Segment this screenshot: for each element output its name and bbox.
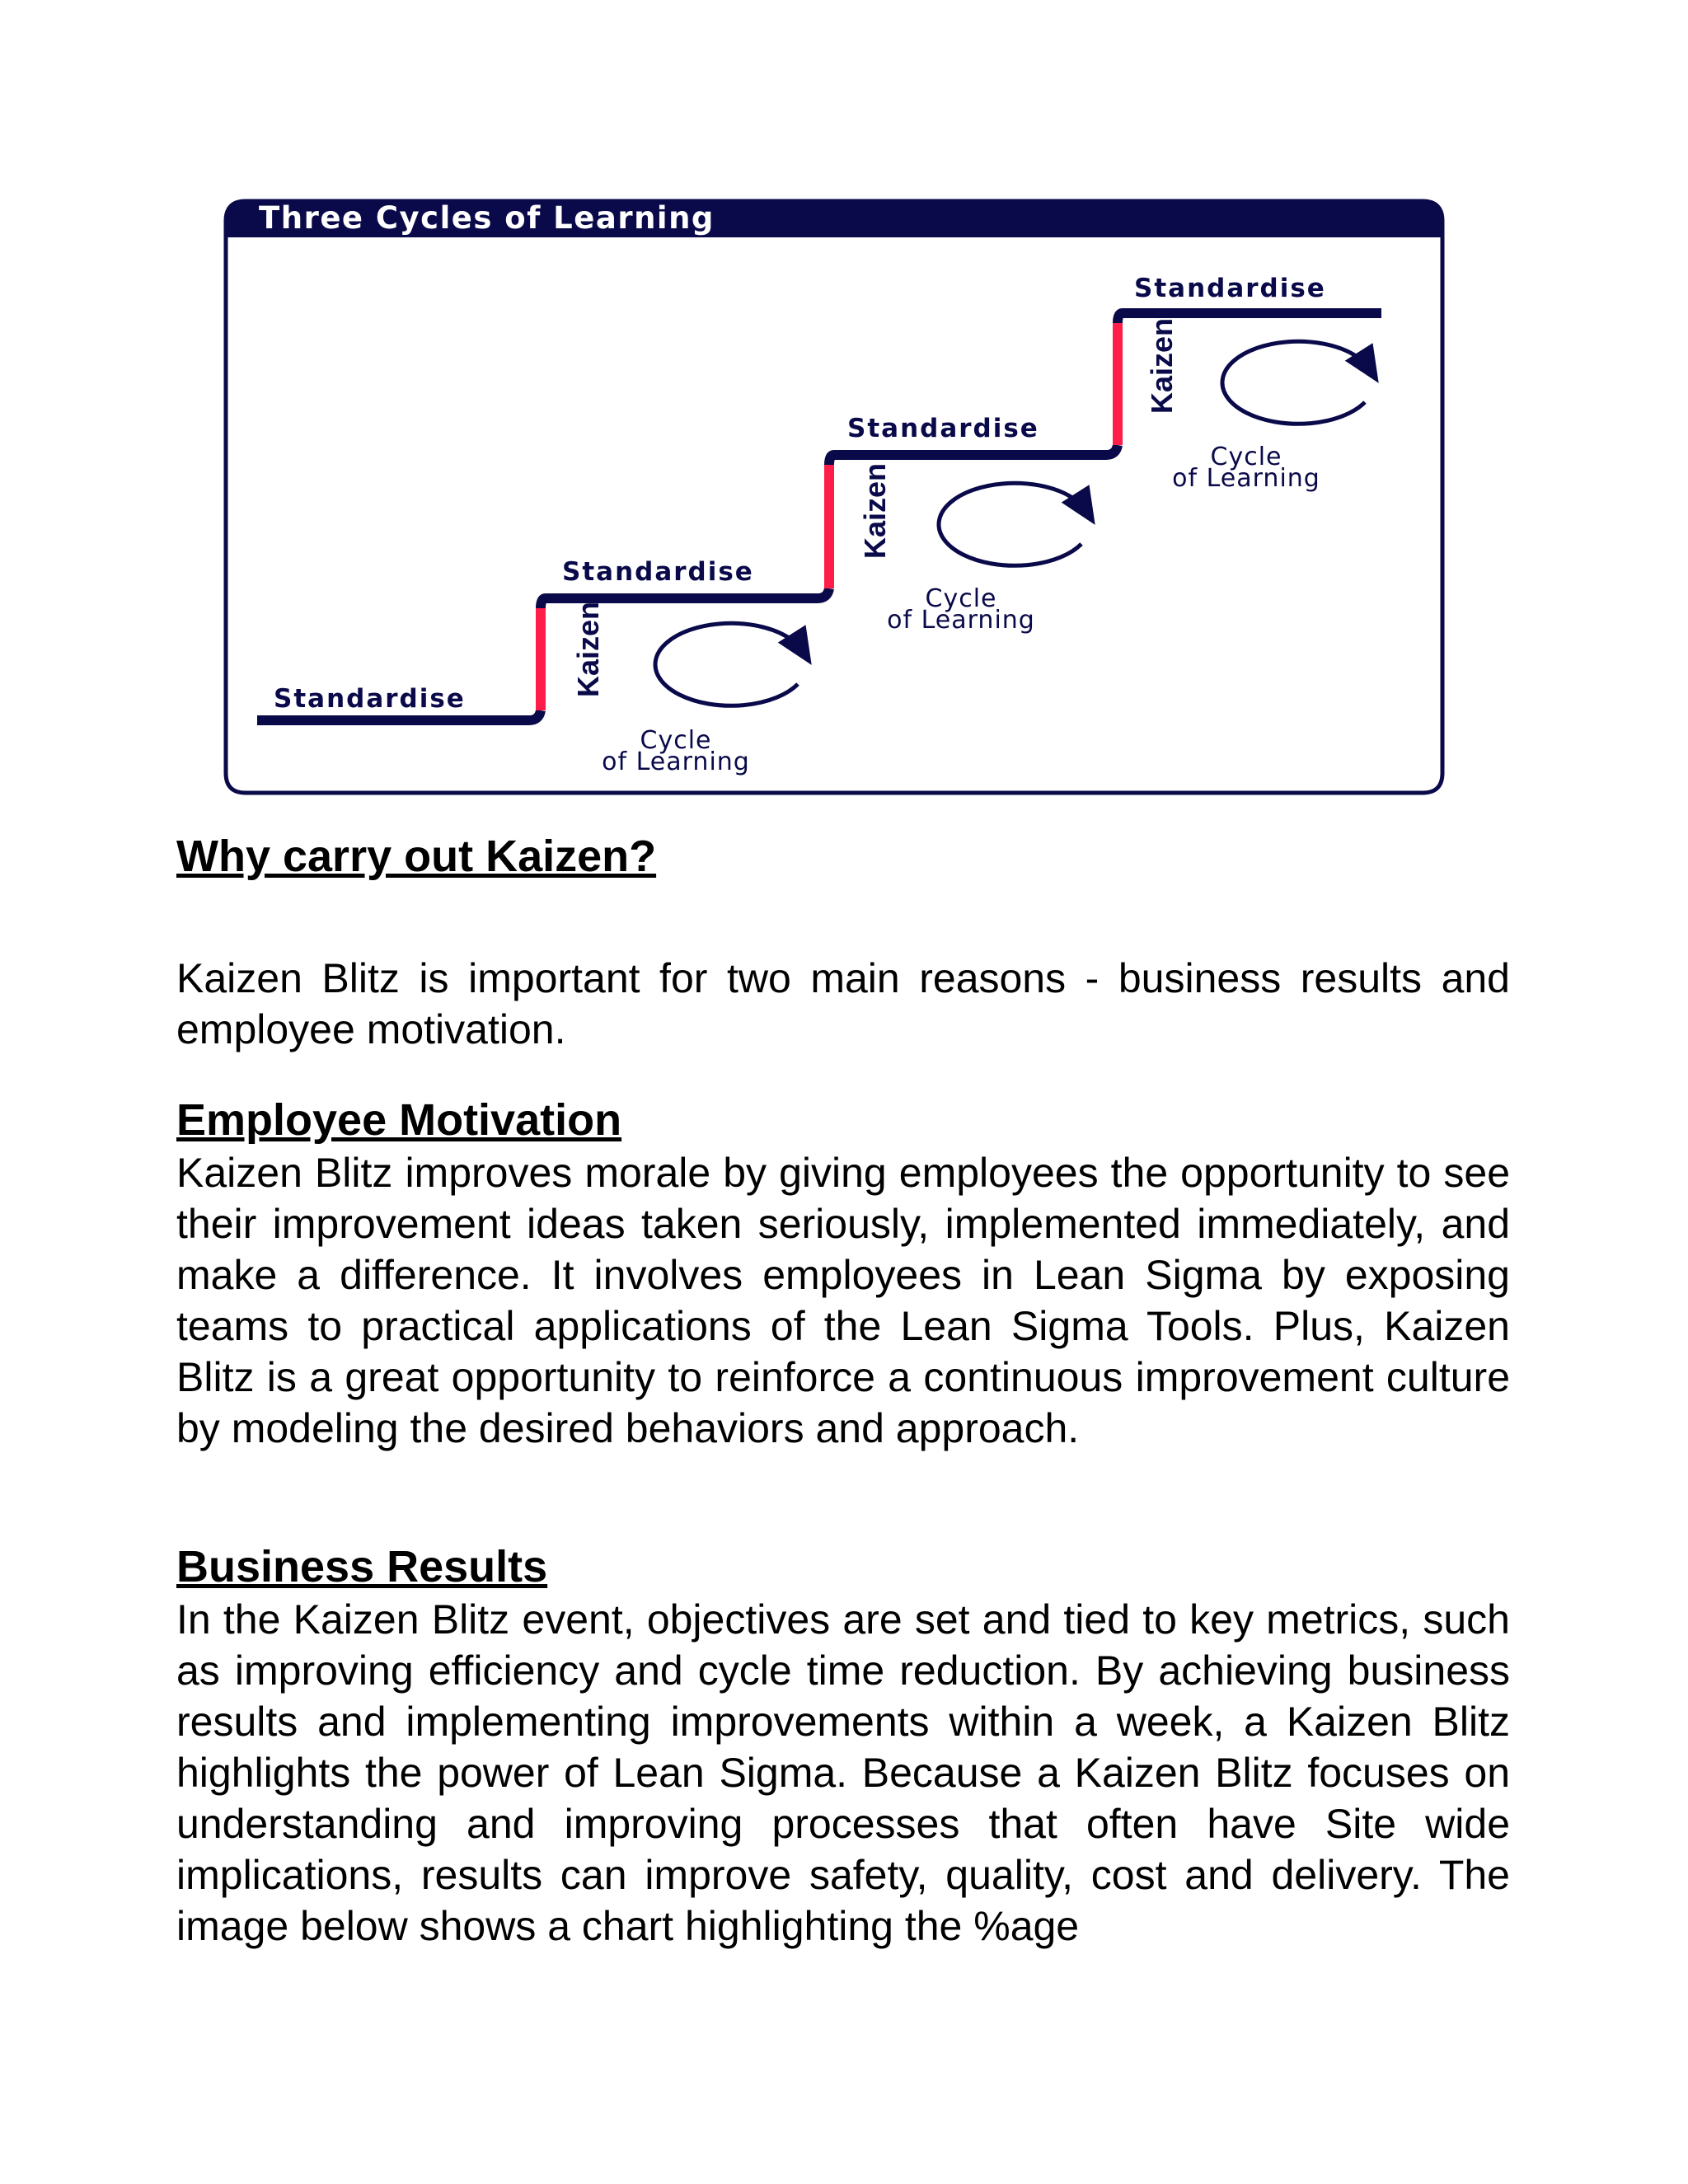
paragraph-business-results: In the Kaizen Blitz event, objectives are set and tied to key metrics, such as improving efficiency and cycle time reduction. By achieving business results and implementing improvements within a week, a Kaizen Blitz highlights the power of Lean Sigma. Because a Kaizen Blitz focuses on understanding and improving processes that often have Site wide implications, results can improve safety, quality, cost and delivery. The image below shows a chart highlighting the %age: [176, 1596, 1510, 1949]
kaizen-label-2: Kaizen: [858, 462, 892, 559]
kaizen-label-1: Kaizen: [571, 601, 605, 697]
figure-title: Three Cycles of Learning: [259, 200, 715, 236]
three-cycles-of-learning-figure: [223, 196, 1447, 799]
cycle-label-1-line1: Cycle: [640, 726, 712, 755]
paragraph-why-kaizen: Kaizen Blitz is important for two main reasons - business results and employee motivation.: [176, 955, 1510, 1052]
cycle-label-2-line1: Cycle: [925, 584, 997, 613]
kaizen-label-3: Kaizen: [1145, 317, 1179, 414]
cycle-label-2-line2: of Learning: [887, 606, 1035, 635]
cycle-label-1-line2: of Learning: [602, 748, 750, 776]
standardise-label-4: Standardise: [1134, 274, 1326, 303]
cycle-label-3-line1: Cycle: [1210, 443, 1282, 471]
paragraph-employee-motivation: Kaizen Blitz improves morale by giving employees the opportunity to see their improvement ideas taken seriously, implemented immediately, and make a difference. It involves employees in Lean Sigma by exposing teams to practical applications of the Lean Sigma Tools. Plus, Kaizen Blitz is a great opportunity to reinforce a continuous improvement culture by modeling the desired behaviors and approach.: [176, 1150, 1510, 1451]
standardise-label-2: Standardise: [562, 557, 754, 587]
standardise-label-1: Standardise: [274, 684, 466, 714]
heading-employee-motivation: Employee Motivation: [176, 1095, 622, 1145]
heading-business-results: Business Results: [176, 1542, 548, 1591]
heading-why-kaizen: Why carry out Kaizen?: [176, 832, 657, 881]
cycle-label-3-line2: of Learning: [1172, 464, 1320, 493]
figure-canvas: [223, 196, 1447, 799]
standardise-label-3: Standardise: [847, 414, 1039, 443]
